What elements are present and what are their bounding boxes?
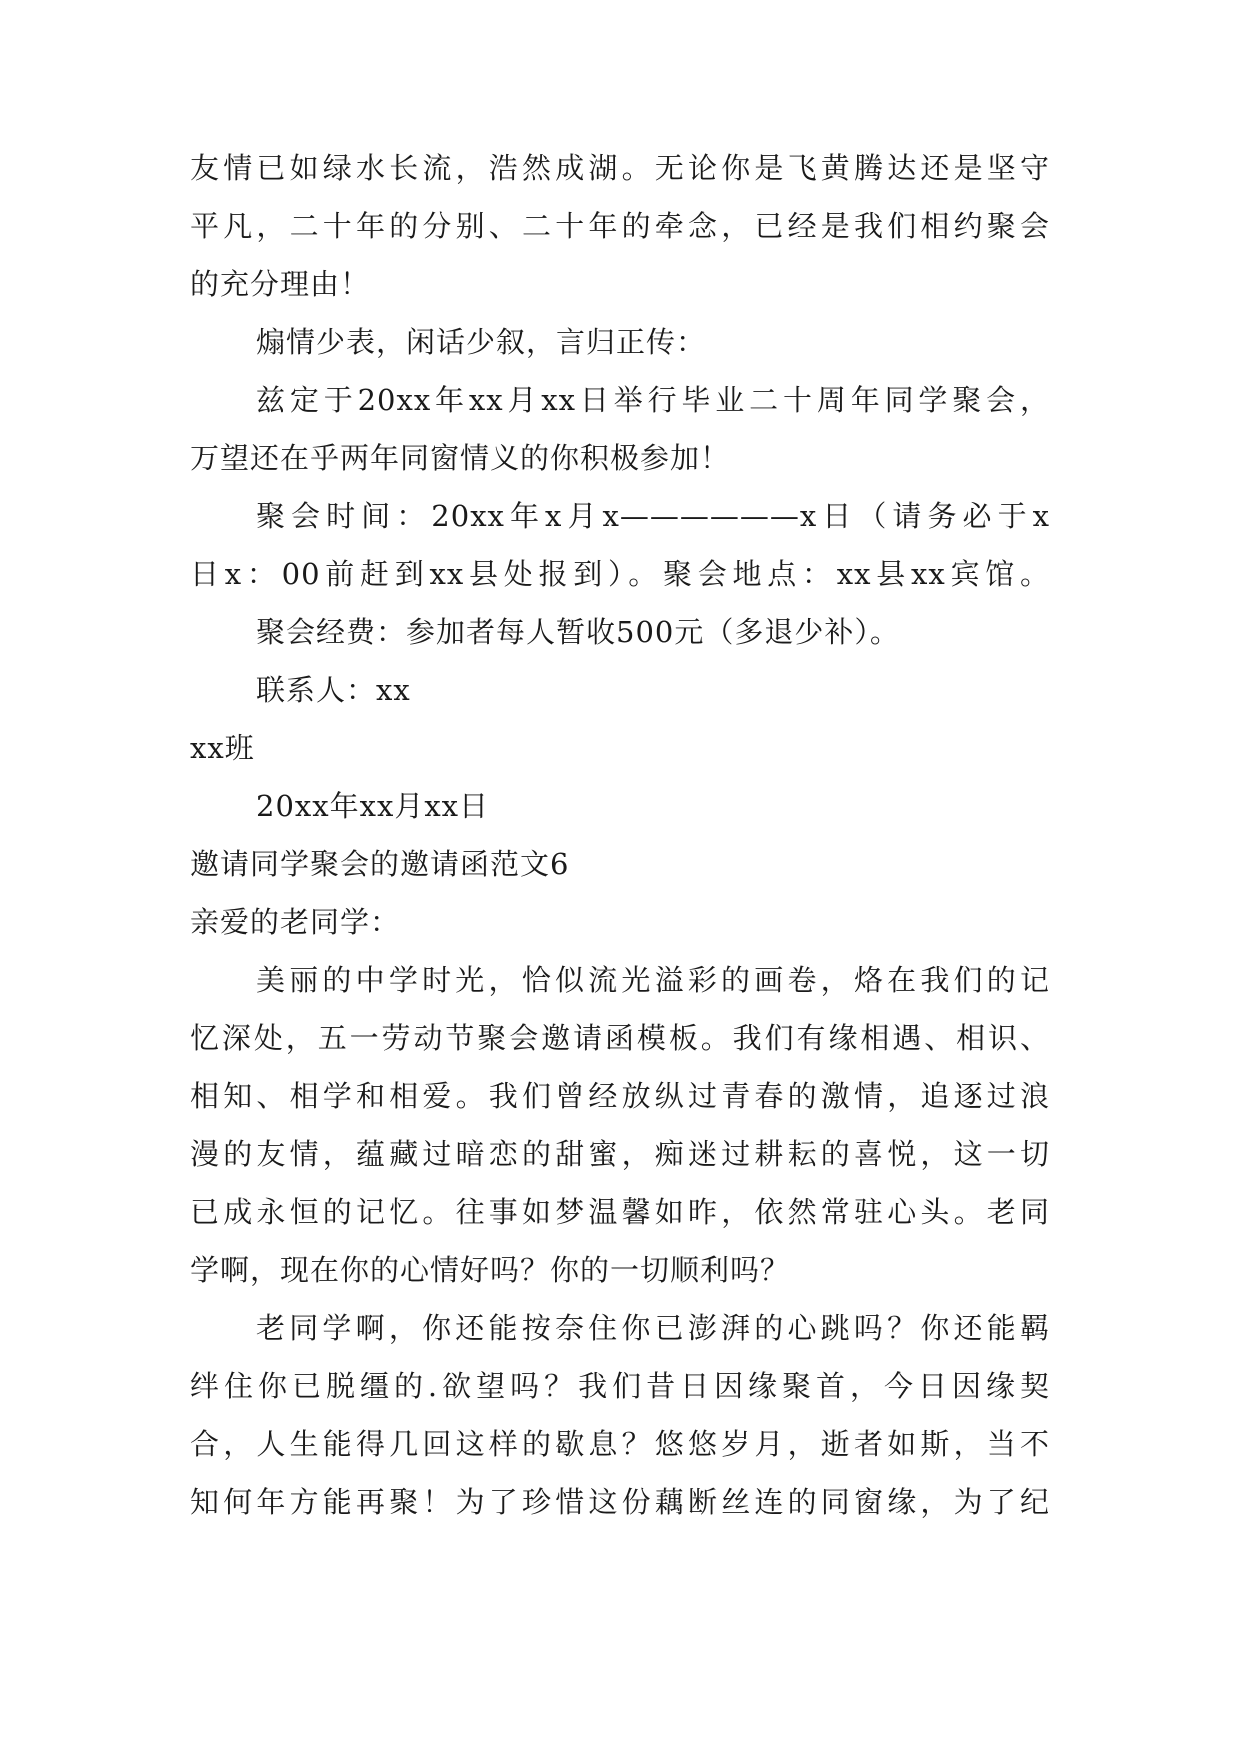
signature-date: 20xx年xx月xx日 (256, 789, 490, 823)
section-title: 邀请同学聚会的邀请函范文6 (190, 847, 570, 881)
paragraph-line: 万望还在乎两年同窗情义的你积极参加！ (190, 441, 731, 475)
paragraph-line: 聚会经费：参加者每人暂收500元（多退少补）。 (256, 615, 900, 649)
paragraph-line: 合，人生能得几回这样的歇息？悠悠岁月，逝者如斯，当不 (190, 1427, 1050, 1461)
paragraph-line: 老同学啊，你还能按奈住你已澎湃的心跳吗？你还能羁 (256, 1311, 1050, 1345)
paragraph-line: 知何年方能再聚！为了珍惜这份藕断丝连的同窗缘，为了纪 (190, 1485, 1050, 1519)
paragraph-line: 平凡，二十年的分别、二十年的牵念，已经是我们相约聚会 (190, 209, 1050, 243)
paragraph-line: 漫的友情，蕴藏过暗恋的甜蜜，痴迷过耕耘的喜悦，这一切 (190, 1137, 1050, 1171)
paragraph-line: 绊住你已脱缰的.欲望吗？我们昔日因缘聚首，今日因缘契 (190, 1369, 1050, 1403)
paragraph-line: 兹定于20xx年xx月xx日举行毕业二十周年同学聚会， (256, 383, 1050, 417)
salutation: 亲爱的老同学： (190, 905, 401, 939)
paragraph-line: 已成永恒的记忆。往事如梦温馨如昨，依然常驻心头。老同 (190, 1195, 1050, 1229)
paragraph-line: 学啊，现在你的心情好吗？你的一切顺利吗？ (190, 1253, 791, 1287)
paragraph-line: 日x：00前赶到xx县处报到）。聚会地点：xx县xx宾馆。 (190, 557, 1050, 591)
paragraph-line: 相知、相学和相爱。我们曾经放纵过青春的激情，追逐过浪 (190, 1079, 1050, 1113)
paragraph-line: 忆深处，五一劳动节聚会邀请函模板。我们有缘相遇、相识、 (190, 1021, 1050, 1055)
paragraph-line: 的充分理由！ (190, 267, 371, 301)
paragraph-line: 友情已如绿水长流，浩然成湖。无论你是飞黄腾达还是坚守 (190, 151, 1050, 185)
contact-line: 联系人：xx (256, 673, 411, 707)
signature-class: xx班 (190, 731, 255, 765)
paragraph-line: 煽情少表，闲话少叙，言归正传： (256, 325, 707, 359)
paragraph-line: 美丽的中学时光，恰似流光溢彩的画卷，烙在我们的记 (256, 963, 1050, 997)
paragraph-line: 聚会时间：20xx年x月x——————x日（请务必于x (256, 499, 1050, 533)
